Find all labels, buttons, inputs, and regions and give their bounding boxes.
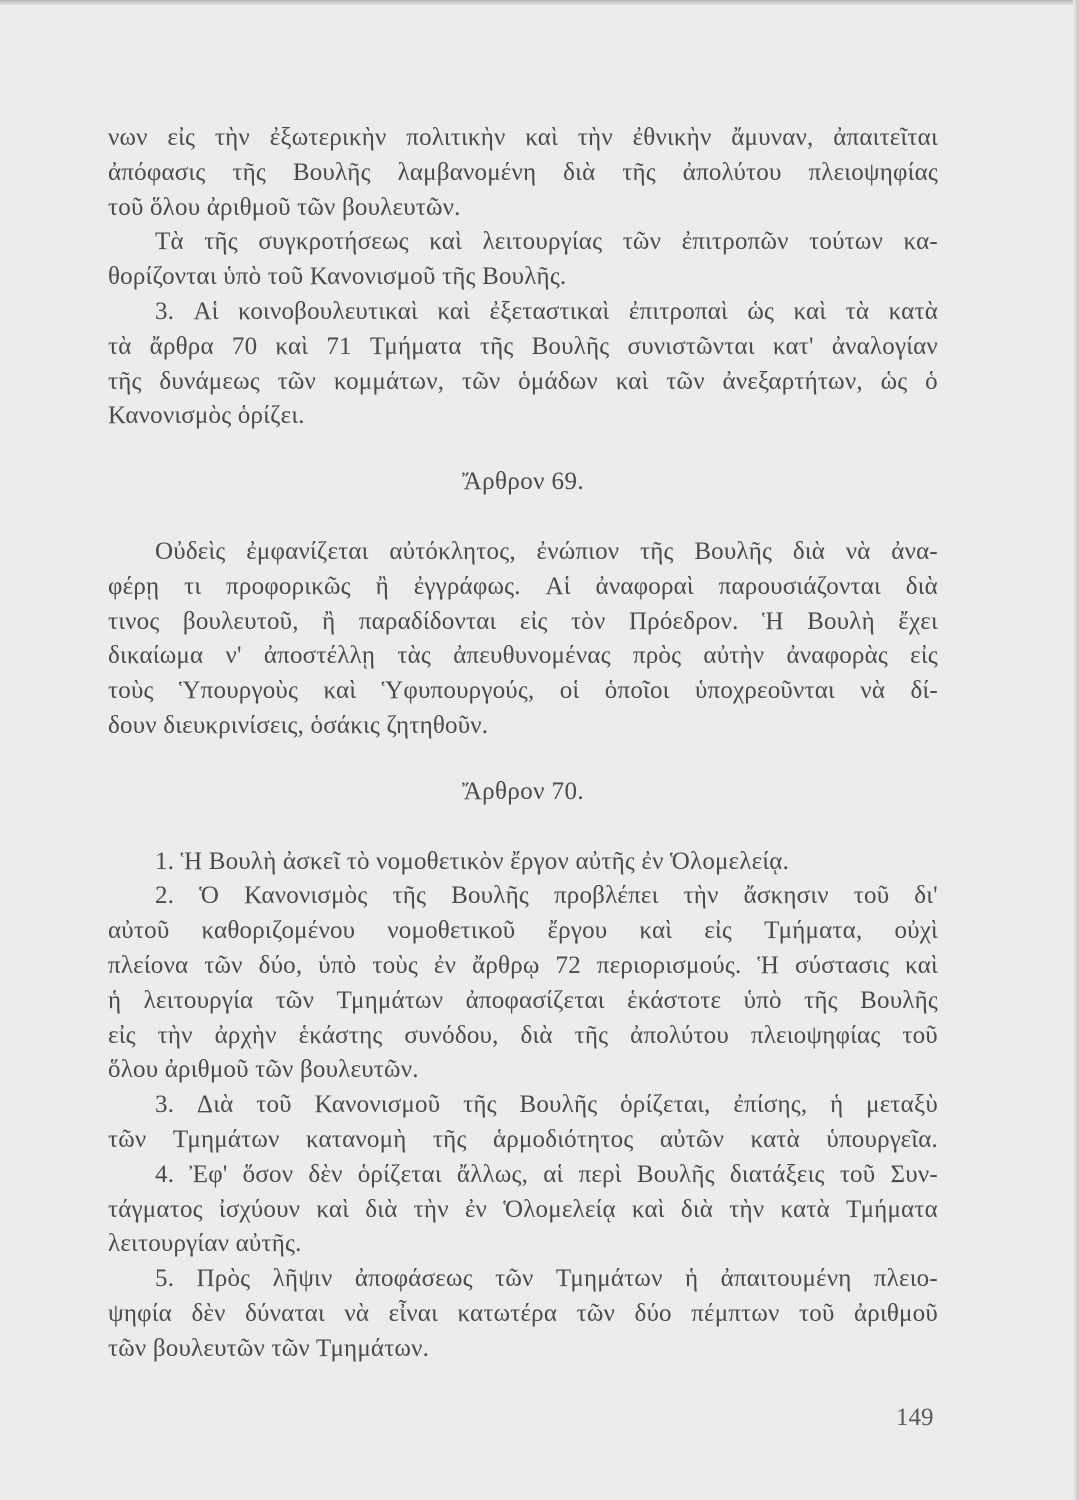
text-line: 2. Ὁ Κανονισμὸς τῆς Βουλῆς προβλέπει τὴν ἄσκησιν τοῦ δι' xyxy=(155,882,938,910)
text-line: τινος βουλευτοῦ, ἢ παραδίδονται εἰς τὸν Πρόεδρον. Ἡ Βουλὴ ἔχει xyxy=(108,607,938,635)
text-line: τῆς δυνάμεως τῶν κομμάτων, τῶν ὁμάδων καὶ τῶν ἀνεξαρτήτων, ὡς ὁ xyxy=(108,367,938,395)
text-line: ἀπόφασις τῆς Βουλῆς λαμβανομένη διὰ τῆς ἀπολύτου πλειοψηφίας xyxy=(108,158,938,186)
scan-top-edge xyxy=(0,0,1079,6)
text-line: 1. Ἡ Βουλὴ ἀσκεῖ τὸ νομοθετικὸν ἔργον αὐτῆς ἐν Ὁλομελείᾳ. xyxy=(155,847,790,875)
text-line: τάγματος ἰσχύουν καὶ διὰ τὴν ἐν Ὁλομελείᾳ καὶ διὰ τὴν κατὰ Τμήματα xyxy=(108,1195,938,1223)
article-69-heading: Ἄρθρον 69. xyxy=(461,468,584,496)
text-line: πλείονα τῶν δύο, ὑπὸ τοὺς ἐν ἄρθρῳ 72 περιορισμούς. Ἡ σύστασις καὶ xyxy=(108,951,938,979)
scan-right-edge xyxy=(1073,0,1079,1500)
continuation-text xyxy=(108,121,938,434)
text-line: τοῦ ὅλου ἀριθμοῦ τῶν βουλευτῶν. xyxy=(108,193,461,221)
document-page xyxy=(108,121,938,1367)
article-70-heading: Ἄρθρον 70. xyxy=(461,777,584,805)
article-70-body xyxy=(108,845,938,1367)
text-line: Κανονισμὸς ὁρίζει. xyxy=(108,402,305,430)
text-line: 5. Πρὸς λῆψιν ἀποφάσεως τῶν Τμημάτων ἡ ἀπαιτουμένη πλειο- xyxy=(155,1265,938,1293)
text-line: τὰ ἄρθρα 70 καὶ 71 Τμήματα τῆς Βουλῆς συνιστῶνται κατ' ἀναλογίαν xyxy=(108,332,938,360)
text-line: ψηφία δὲν δύναται νὰ εἶναι κατωτέρα τῶν δύο πέμπτων τοῦ ἀριθμοῦ xyxy=(108,1299,938,1327)
text-line: δικαίωμα ν' ἀποστέλλῃ τὰς ἀπευθυνομένας πρὸς αὐτὴν ἀναφορὰς εἰς xyxy=(108,642,938,670)
text-line: εἰς τὴν ἀρχὴν ἑκάστης συνόδου, διὰ τῆς ἀπολύτου πλειοψηφίας τοῦ xyxy=(108,1021,938,1049)
text-line: 3. Διὰ τοῦ Κανονισμοῦ τῆς Βουλῆς ὁρίζεται, ἐπίσης, ἡ μεταξὺ xyxy=(155,1091,938,1119)
text-line: αὐτοῦ καθοριζομένου νομοθετικοῦ ἔργου καὶ εἰς Τμήματα, οὐχὶ xyxy=(108,917,938,945)
text-line: 3. Αἱ κοινοβουλευτικαὶ καὶ ἐξεταστικαὶ ἐπιτροπαὶ ὡς καὶ τὰ κατὰ xyxy=(155,297,938,325)
page-number: 149 xyxy=(896,1404,934,1431)
text-line: 4. Ἐφ' ὅσον δὲν ὁρίζεται ἄλλως, αἱ περὶ Βουλῆς διατάξεις τοῦ Συν- xyxy=(155,1160,938,1188)
text-line: τῶν Τμημάτων κατανομὴ τῆς ἁρμοδιότητος αὐτῶν κατὰ ὑπουργεῖα. xyxy=(108,1125,938,1153)
text-line: φέρῃ τι προφορικῶς ἢ ἐγγράφως. Αἱ ἀναφοραὶ παρουσιάζονται διὰ xyxy=(108,572,938,600)
text-line: λειτουργίαν αὐτῆς. xyxy=(108,1230,302,1258)
text-line: τοὺς Ὑπουργοὺς καὶ Ὑφυπουργούς, οἱ ὁποῖοι ὑποχρεοῦνται νὰ δί- xyxy=(108,677,938,705)
text-line: ὅλου ἀριθμοῦ τῶν βουλευτῶν. xyxy=(108,1056,419,1084)
article-69-body xyxy=(108,535,938,744)
text-line: Οὐδεὶς ἐμφανίζεται αὐτόκλητος, ἐνώπιον τῆς Βουλῆς διὰ νὰ ἀνα- xyxy=(155,537,938,565)
text-line: τῶν βουλευτῶν τῶν Τμημάτων. xyxy=(108,1334,430,1362)
text-line: θορίζονται ὑπὸ τοῦ Κανονισμοῦ τῆς Βουλῆς. xyxy=(108,263,567,291)
text-line: νων εἰς τὴν ἐξωτερικὴν πολιτικὴν καὶ τὴν ἐθνικὴν ἄμυναν, ἀπαιτεῖται xyxy=(108,124,938,151)
text-line: Τὰ τῆς συγκροτήσεως καὶ λειτουργίας τῶν ἐπιτροπῶν τούτων κα- xyxy=(155,228,938,256)
text-line: δουν διευκρινίσεις, ὁσάκις ζητηθοῦν. xyxy=(108,711,489,739)
text-line: ἡ λειτουργία τῶν Τμημάτων ἀποφασίζεται ἑκάστοτε ὑπὸ τῆς Βουλῆς xyxy=(108,986,938,1014)
